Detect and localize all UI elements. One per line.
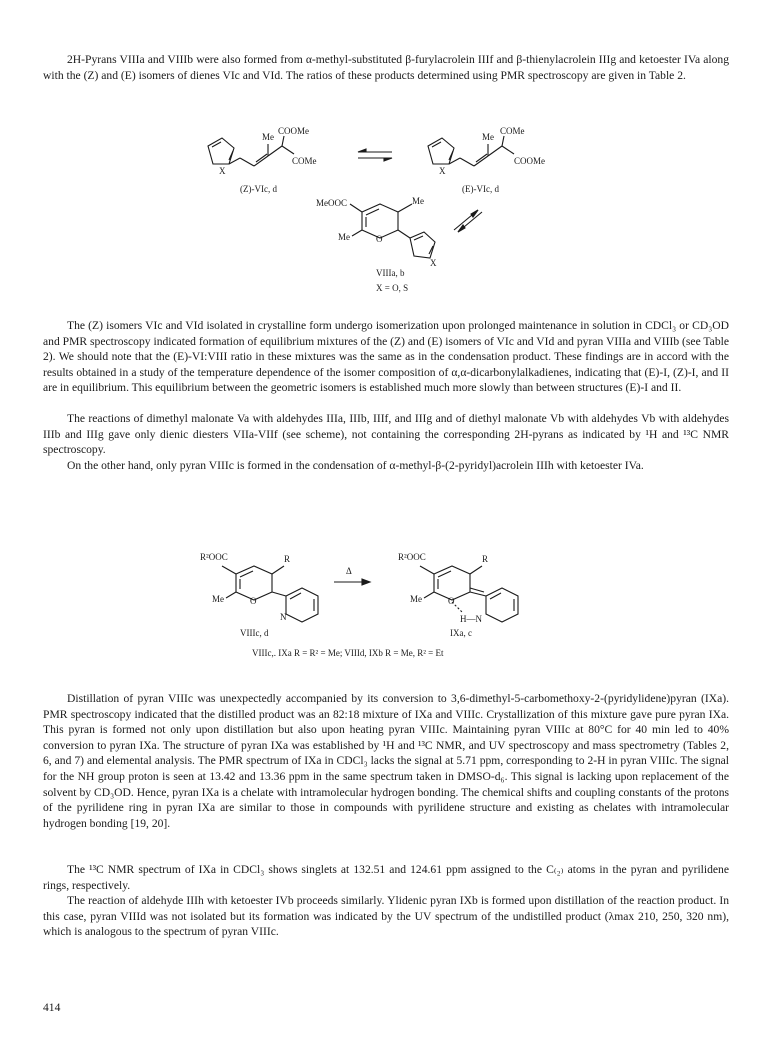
right-me-label: Me	[410, 594, 422, 604]
paragraph-5	[43, 691, 729, 831]
z-isomer-label: (Z)-VIc, d	[240, 184, 277, 194]
right-r2ooc-label: R²OOC	[398, 552, 426, 562]
page-number: 414	[43, 1001, 61, 1014]
right-compound-label: IXa, c	[450, 628, 472, 638]
pyran-o-atom: O	[376, 234, 383, 244]
pyran-meooc-label: MeOOC	[316, 198, 347, 208]
paragraph-4	[43, 458, 729, 474]
pyran-label: VIIIa, b	[376, 268, 405, 278]
paragraph-3	[43, 411, 729, 458]
left-n-atom: N	[280, 612, 287, 622]
paragraph-3-text: The reactions of dimethyl malonate Va with aldehydes IIIa, IIIb, IIIf, and IIIg and of diethyl malonate Vb with aldehydes Vb with aldehydes IIIb and IIIg gave only dienic diesters VIIa-VIIf (see scheme), not containing the corresponding 2H-pyrans as indicated by ¹H and ¹³C NMR spectroscopy.	[43, 412, 729, 457]
paragraph-7-text: The reaction of aldehyde IIIh with ketoester IVb proceeds similarly. Ylidenic pyran IXb is formed upon distillation of the reaction product. In this case, pyran VIIId was not isolated but its formation was indicated by the UV spectrum of the undistilled product (λmax 210, 250, 320 nm), which is analogous to the spectrum of pyran VIIIc.	[43, 894, 729, 939]
paragraph-2	[43, 318, 729, 396]
pyran-me2-label: Me	[338, 232, 350, 242]
e-me-label: Me	[482, 132, 494, 142]
reaction-arrow	[334, 579, 370, 585]
scheme-pyran-conversion	[200, 538, 560, 678]
right-r-label: R	[482, 554, 489, 564]
paragraph-1	[43, 52, 729, 83]
e-isomer-label: (E)-VIc, d	[462, 184, 499, 194]
pyran-viiic-structure	[222, 566, 318, 622]
heat-symbol: Δ	[346, 566, 352, 576]
z-come-label: COMe	[292, 156, 317, 166]
e-x-atom: X	[439, 166, 446, 176]
paragraph-7	[43, 893, 729, 940]
z-me-label: Me	[262, 132, 274, 142]
paragraph-2-text: The (Z) isomers VIc and VId isolated in crystalline form undergo isomerization upon prolonged maintenance in solution in CDCl₃ or CD₃OD and PMR spectroscopy indicated formation of equilibrium mixtures of the (Z) and (E) isomers of VIc and VId and pyran VIIIa and VIIIb (see Table 2). We should note that the (E)-VI:VIII ratio in these mixtures was the same as in the condensation product. These findings are in accord with the results obtained in a study of the temperature dependence of the isomer composition of α,α-dicarbonylalkadienes, indicating that (E)-I, (Z)-I, and II are in equilibrium. This equilibrium between the geometric isomers is established much more slowly than between structures (E)-I and II.	[43, 319, 729, 395]
z-x-atom: X	[219, 166, 226, 176]
paragraph-5-text: Distillation of pyran VIIIc was unexpectedly accompanied by its conversion to 3,6-dimethyl-5-carbomethoxy-2-(pyridylidene)pyran (IXa). PMR spectroscopy indicated that the distilled product was an 82:18 mixture of IXa and VIIIc. Crystallization of this mixture gave pure pyran IXa. This pyran is formed not only upon distillation but also upon heating pyran VIIIc. Maintaining pyran VIIIc at 80°C for 40 min led to 40% conversion to pyran IXa. The structure of pyran IXa was established by ¹H and ¹³C NMR, and UV spectroscopy and mass spectrometry (Tables 2, 6, and 7) and elemental analysis. The PMR spectrum of IXa in CDCl₃ lacks the signal at 5.71 ppm, corresponding to 2-H in pyran VIIIc. The signal for the NH group proton is seen at 13.42 and 13.36 ppm in the same spectrum taken in DMSO-d₆. This signal is lacking upon replacement of the solvent by CD₃OD. Hence, pyran IXa is a chelate with intramolecular hydrogen bonding. The chemical shifts and coupling constants of the protons of the pyrilidene ring in pyran IXa are similar to those in compounds with pyrilidene structure and existing as chelates with intramolecular hydrogen bonding [19, 20].	[43, 692, 729, 830]
paragraph-1-text: 2H-Pyrans VIIIa and VIIIb were also formed from α-methyl-substituted β-furylacrolein IIIf and β-thienylacrolein IIIg and ketoester IVa along with the (Z) and (E) isomers of dienes VIc and VId. The ratios of these products determined using PMR spectroscopy are given in Table 2.	[43, 53, 729, 82]
left-compound-label: VIIIc, d	[240, 628, 269, 638]
left-r-label: R	[284, 554, 291, 564]
scheme-caption: VIIIc,. IXa R = R² = Me; VIIId, IXb R = Me, R² = Et	[252, 648, 444, 658]
paragraph-6-text: The ¹³C NMR spectrum of IXa in CDCl₃ shows singlets at 132.51 and 124.61 ppm assigned to the C₍₂₎ atoms in the pyran and pyrilidene rings, respectively.	[43, 863, 729, 892]
scheme-isomerization	[180, 118, 600, 298]
left-r2ooc-label: R²OOC	[200, 552, 228, 562]
diagonal-equilibrium-arrows	[454, 210, 482, 232]
left-o-atom: O	[250, 596, 257, 606]
paragraph-6	[43, 862, 729, 893]
x-definition: X = O, S	[376, 283, 409, 293]
equilibrium-arrows	[358, 149, 392, 161]
z-coome-label: COOMe	[278, 126, 309, 136]
pyran-x-atom: X	[430, 258, 437, 268]
e-coome-label: COOMe	[514, 156, 545, 166]
right-o-atom: O	[448, 596, 455, 606]
right-hn-label: H—N	[460, 614, 482, 624]
z-isomer-structure	[208, 136, 294, 166]
paragraph-4-text: On the other hand, only pyran VIIIc is formed in the condensation of α-methyl-β-(2-pyridyl)acrolein IIIh with ketoester IVa.	[67, 459, 644, 472]
pyran-viii-structure	[350, 204, 435, 258]
left-me-label: Me	[212, 594, 224, 604]
pyran-me-label: Me	[412, 196, 424, 206]
e-come-label: COMe	[500, 126, 525, 136]
e-isomer-structure	[428, 136, 514, 166]
